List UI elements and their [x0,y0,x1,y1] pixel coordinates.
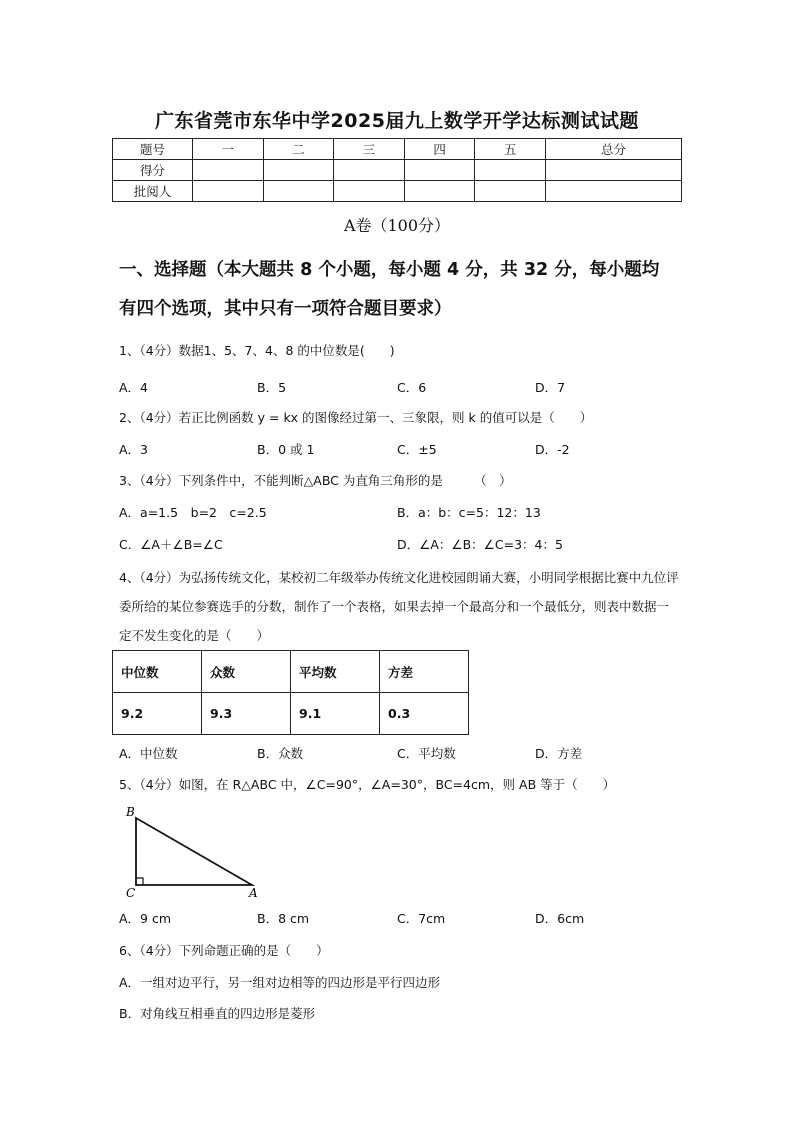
score-row-label: 批阅人 [113,181,193,202]
q4-stats-header-cell: 方差 [380,651,469,693]
q6-option-b: B．对角线互相垂直的四边形是菱形 [119,1006,316,1021]
score-header-cell: 三 [334,139,405,160]
q4-stats-header-cell: 众数 [202,651,291,693]
score-header-cell: 一 [193,139,264,160]
score-cell [334,160,405,181]
vertex-c-label: C [126,886,136,900]
q2-option-b: B．0 或 1 [257,442,315,457]
q4-option-c: C．平均数 [397,746,456,761]
q4-stats-value-cell: 0.3 [380,693,469,735]
vertex-b-label: B [126,805,135,819]
q5-option-d: D．6cm [535,911,585,926]
q3-option-c: C．∠A＋∠B=∠C [119,537,223,552]
score-cell [193,181,264,202]
question-3-stem: 3、（4分）下列条件中，不能判断△ABC 为直角三角形的是 （ ） [119,473,512,488]
q6-option-a: A．一组对边平行，另一组对边相等的四边形是平行四边形 [119,975,441,990]
q3-option-a: A．a=1.5 b=2 c=2.5 [119,505,267,520]
score-cell [546,160,682,181]
q4-stats-header-cell: 平均数 [291,651,380,693]
score-cell [334,181,405,202]
q4-stats-value-cell: 9.1 [291,693,380,735]
q5-option-c: C．7cm [397,911,446,926]
question-5-stem: 5、（4分）如图，在 R△ABC 中，∠C=90°，∠A=30°，BC=4cm，则 AB 等于（ ） [119,777,616,792]
question-4-stem: 4、（4分）为弘扬传统文化，某校初二年级举办传统文化进校园朗诵大赛，小明同学根据比赛中九位评委所给的某位参赛选手的分数，制作了一个表格，如果去掉一个最高分和一个最低分，则表中数据一定不发生变化的是（ ） [119,570,679,643]
score-cell [404,181,475,202]
q4-option-b: B．众数 [257,746,304,761]
score-header-cell: 题号 [113,139,193,160]
score-header-cell: 总分 [546,139,682,160]
section-a-heading: A卷（100分） [343,216,451,235]
q5-option-a: A．9 cm [119,911,172,926]
section-1-heading-line-2: 有四个选项，其中只有一项符合题目要求） [119,299,452,319]
score-table-row [113,160,682,181]
score-header-cell: 四 [404,139,475,160]
score-cell [263,181,334,202]
score-cell [404,160,475,181]
score-table-header-row [113,139,682,160]
q1-option-b: B．5 [257,380,287,395]
question-2-stem: 2、（4分）若正比例函数 y = kx 的图像经过第一、三象限，则 k 的值可以是（ ） [119,410,593,425]
q2-option-a: A．3 [119,442,149,457]
question-6-stem: 6、（4分）下列命题正确的是（ ） [119,943,329,958]
q1-option-d: D．7 [535,380,566,395]
score-header-cell: 二 [263,139,334,160]
score-cell [546,181,682,202]
q4-option-a: A．中位数 [119,746,178,761]
vertex-a-label: A [249,886,258,900]
question-1-stem: 1、（4分）数据1、5、7、4、8 的中位数是( ) [119,343,395,358]
score-cell [475,181,546,202]
q2-option-d: D．-2 [535,442,570,457]
q2-option-c: C．±5 [397,442,437,457]
score-cell [263,160,334,181]
score-row-label: 得分 [113,160,193,181]
q4-stats-table [112,650,469,735]
q4-stats-value-cell: 9.3 [202,693,291,735]
q4-stats-value-row [113,693,469,735]
q5-option-b: B．8 cm [257,911,310,926]
score-header-cell: 五 [475,139,546,160]
score-table-row [113,181,682,202]
q4-stats-value-cell: 9.2 [113,693,202,735]
paper-title: 广东省莞市东华中学2025届九上数学开学达标测试试题 [155,110,639,132]
q3-option-d: D．∠A：∠B：∠C=3：4：5 [397,537,563,552]
right-triangle-figure [122,800,267,900]
q3-option-b: B．a：b：c=5：12：13 [397,505,541,520]
score-table [112,138,682,202]
q4-stats-header-cell: 中位数 [113,651,202,693]
section-1-heading-line-1: 一、选择题（本大题共 8 个小题，每小题 4 分，共 32 分，每小题均 [119,260,660,280]
q1-option-a: A．4 [119,380,149,395]
q4-option-d: D．方差 [535,746,583,761]
score-cell [475,160,546,181]
q4-stats-header-row [113,651,469,693]
q1-option-c: C．6 [397,380,427,395]
score-cell [193,160,264,181]
